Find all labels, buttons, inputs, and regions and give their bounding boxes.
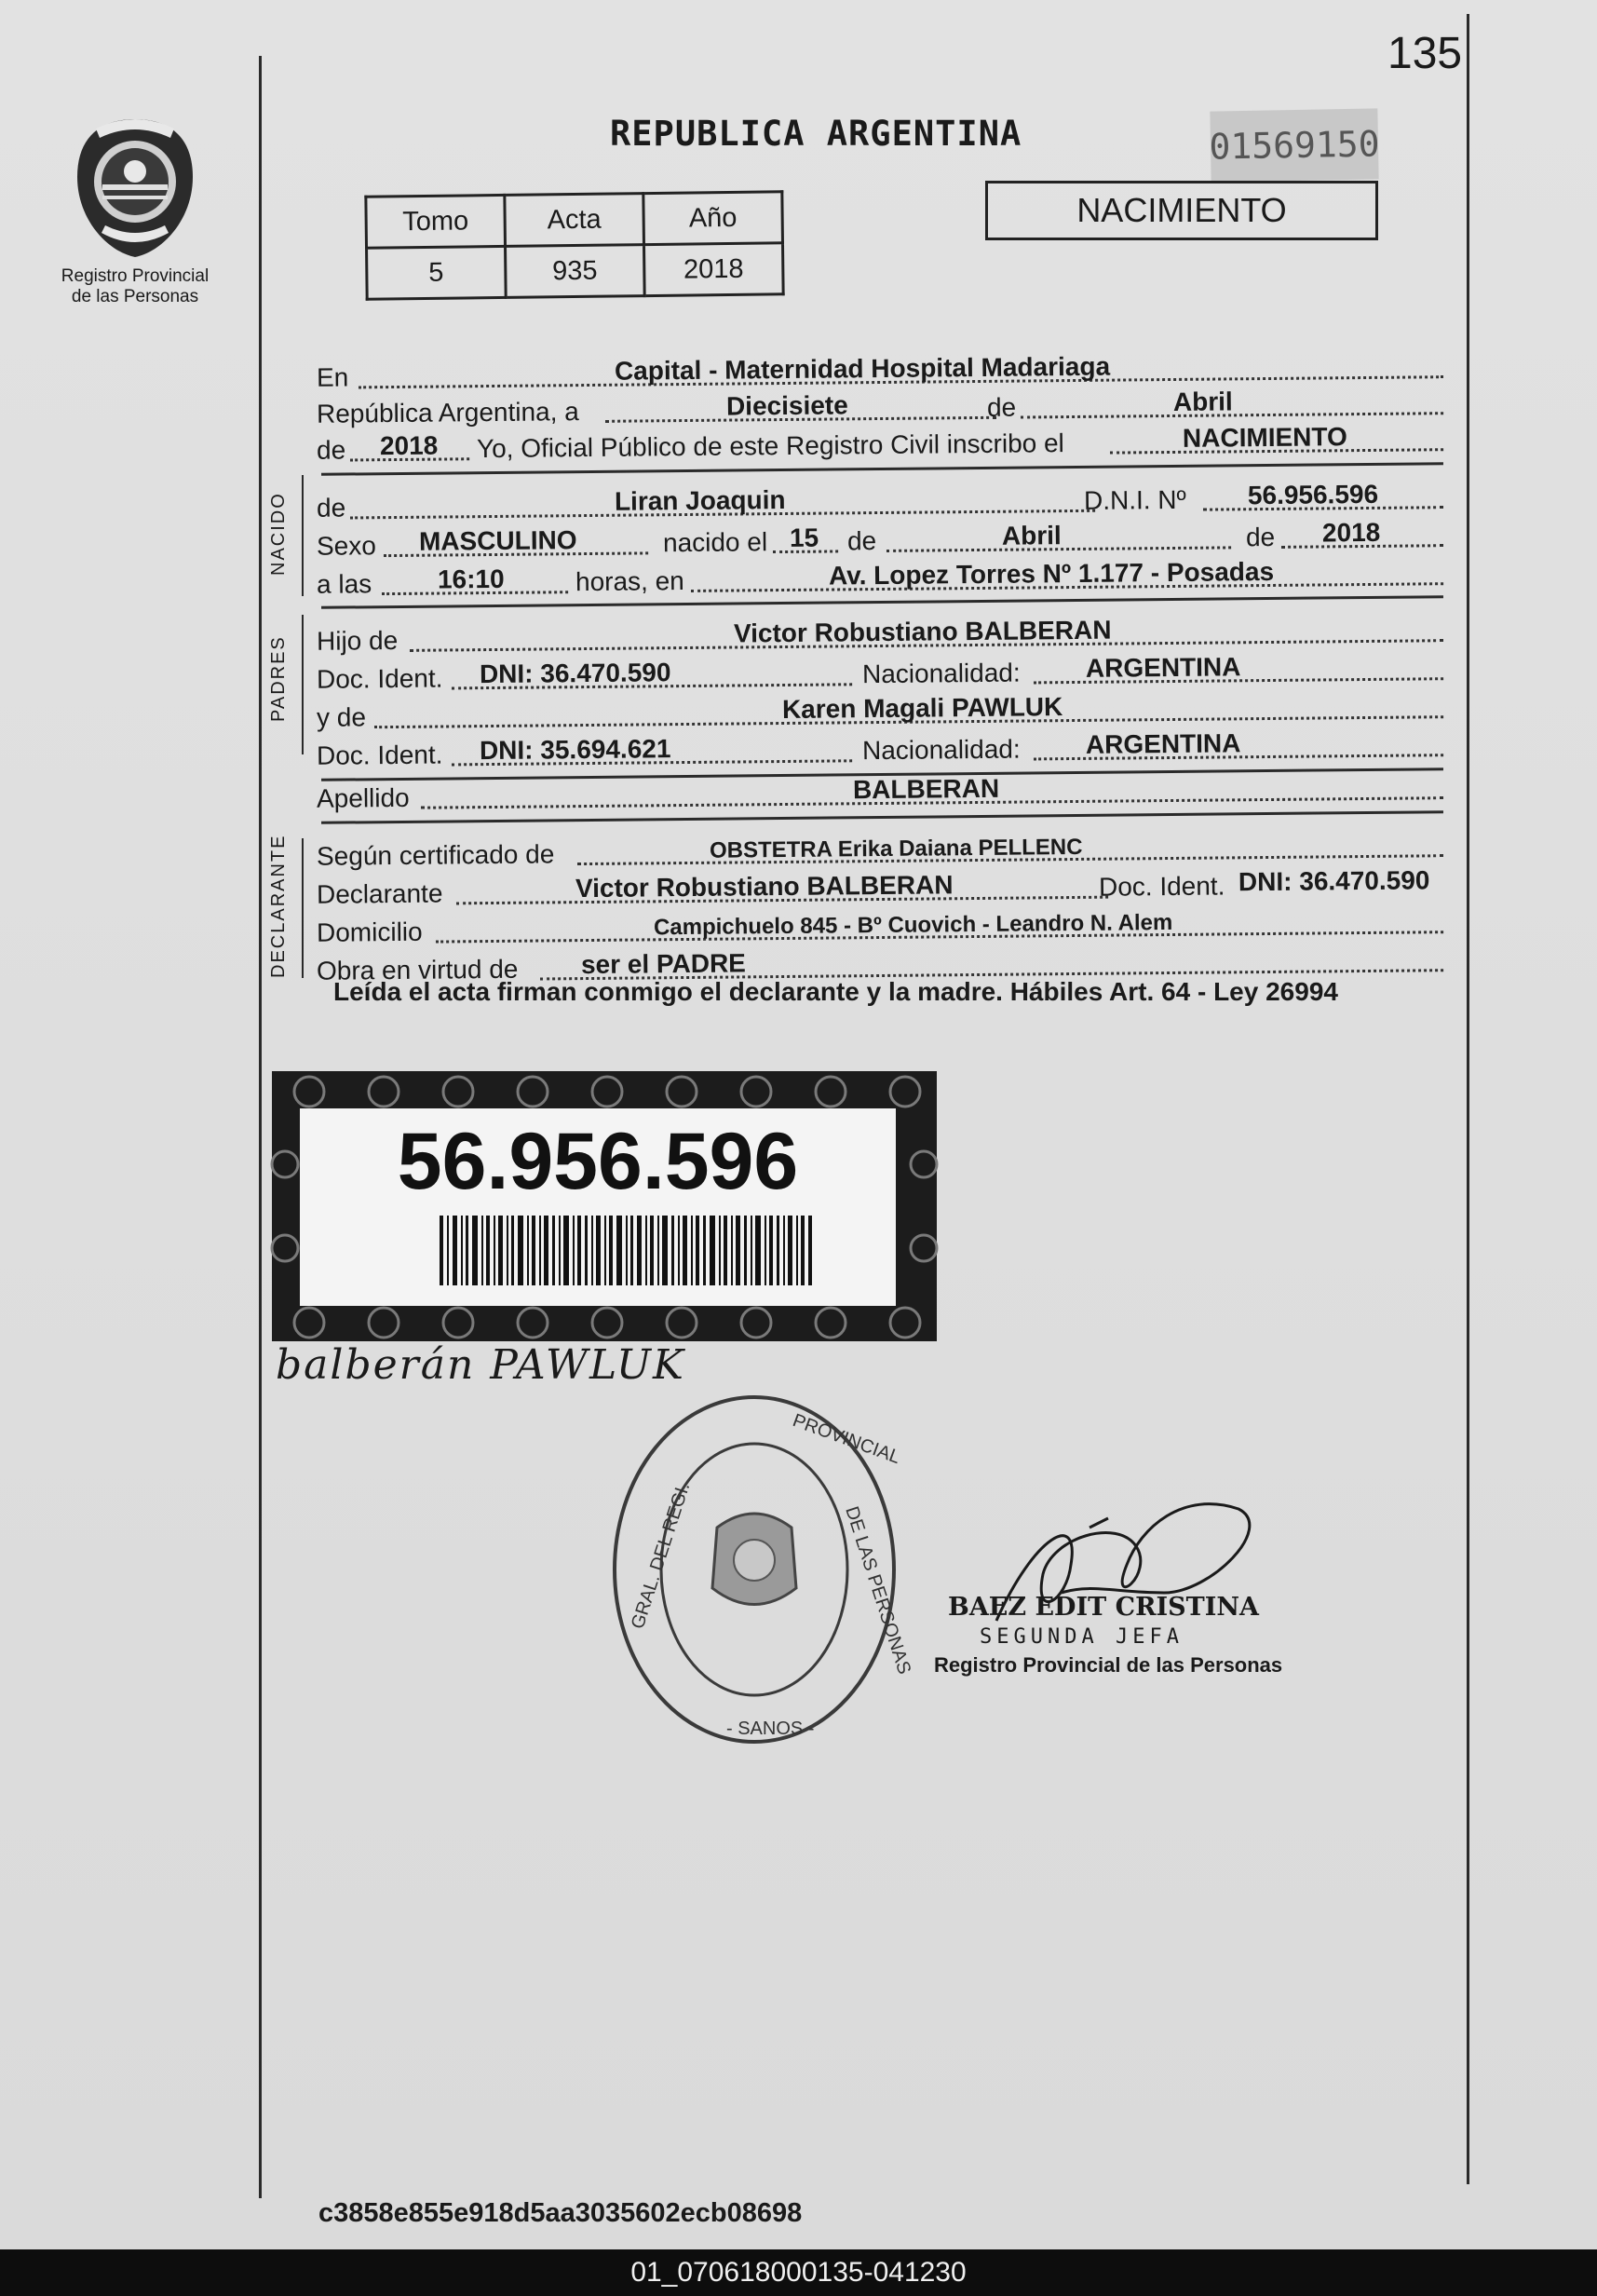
label-decl-doc-ident: Doc. Ident. <box>1098 871 1225 902</box>
label-y-de: y de <box>316 702 367 732</box>
label-de: de <box>846 526 877 556</box>
value-hora: 16:10 <box>437 564 505 594</box>
section-bar-declarante <box>302 838 304 978</box>
section-bar-padres <box>302 615 304 754</box>
label-domicilio: Domicilio <box>316 917 423 947</box>
value-nac-anio: 2018 <box>1321 517 1381 548</box>
value-padre-doc: DNI: 36.470.590 <box>479 658 671 689</box>
value-nombre: Liran Joaquin <box>614 484 786 516</box>
label-segun-certificado: Según certificado de <box>316 839 555 871</box>
value-apellido: BALBERAN <box>852 773 1000 805</box>
value-lugar-inscripcion: Capital - Maternidad Hospital Madariaga <box>614 351 1111 386</box>
value-tipo-inscripcion: NACIMIENTO <box>1182 422 1347 453</box>
label-republica: República Argentina, a <box>316 397 579 428</box>
value-nac-mes: Abril <box>1001 521 1062 550</box>
footer-bar <box>0 2249 1597 2296</box>
label-hijo-de: Hijo de <box>316 625 399 656</box>
value-certificado: OBSTETRA Erika Daiana PELLENC <box>709 834 1083 863</box>
tomo-acta-table <box>364 190 784 300</box>
value-domicilio: Campichuelo 845 - Bº Cuovich - Leandro N. Alem <box>653 909 1173 941</box>
value-padre: Victor Robustiano BALBERAN <box>733 615 1112 648</box>
label-de: de <box>316 435 346 465</box>
svg-text:- SANOS -: - SANOS - <box>726 1719 815 1739</box>
label-yo-oficial: Yo, Oficial Público de este Registro Civil inscribo el <box>476 428 1064 464</box>
field-row-apellido <box>317 768 1443 816</box>
label-de: de <box>1245 522 1276 552</box>
page-number: 135 <box>1387 29 1463 78</box>
value-sexo: MASCULINO <box>418 525 577 556</box>
label-de: de <box>986 392 1017 422</box>
svg-text:DE LAS PERSONAS: DE LAS PERSONAS <box>841 1503 915 1678</box>
serial-number-stamp: 01569150 <box>1210 108 1378 182</box>
left-margin-line <box>259 56 262 2198</box>
value-lugar-nacimiento: Av. Lopez Torres Nº 1.177 - Posadas <box>828 556 1275 591</box>
value-anio: 2018 <box>643 243 783 296</box>
section-bar-nacido <box>302 475 304 596</box>
svg-text:GRAL. DEL REGI.: GRAL. DEL REGI. <box>627 1480 695 1632</box>
document-title: REPUBLICA ARGENTINA <box>610 114 1022 154</box>
value-nac-dia: 15 <box>789 523 819 552</box>
value-acta: 935 <box>506 245 645 298</box>
value-tomo: 5 <box>367 246 507 299</box>
signatory-name: BAEZ EDIT CRISTINA <box>948 1593 1259 1622</box>
official-stamp-icon <box>605 1388 915 1751</box>
dni-sticker-number: 56.956.596 <box>397 1117 799 1206</box>
value-declarante: Victor Robustiano BALBERAN <box>575 870 954 903</box>
section-label-padres: PADRES <box>268 635 289 722</box>
closing-statement: Leída el acta firman conmigo el declarante y la madre. Hábiles Art. 64 - Ley 26994 <box>333 977 1338 1006</box>
right-margin-line <box>1467 14 1469 2184</box>
value-obra: ser el PADRE <box>580 948 747 980</box>
section-label-declarante: DECLARANTE <box>268 834 289 978</box>
footer-file-id: 01_070618000135-041230 <box>630 2257 967 2288</box>
label-apellido: Apellido <box>316 782 410 813</box>
label-en: En <box>316 362 349 392</box>
header-tomo: Tomo <box>366 195 506 248</box>
value-madre-doc: DNI: 35.694.621 <box>479 734 671 766</box>
barcode-icon <box>440 1216 812 1285</box>
label-nacido-el: nacido el <box>662 527 768 558</box>
value-dia: Diecisiete <box>725 390 848 421</box>
label-horas-en: horas, en <box>575 566 684 597</box>
label-a-las: a las <box>316 569 372 599</box>
label-obra-en-virtud: Obra en virtud de <box>316 954 519 985</box>
value-madre-nacionalidad: ARGENTINA <box>1085 728 1241 759</box>
value-madre: Karen Magali PAWLUK <box>781 692 1063 725</box>
label-doc-ident: Doc. Ident. <box>316 663 443 694</box>
registry-logo-text: Registro Provincial de las Personas <box>61 266 210 306</box>
document-hash: c3858e855e918d5aa3035602ecb08698 <box>318 2198 803 2228</box>
misiones-seal-icon <box>70 112 200 261</box>
signatory-role: SEGUNDA JEFA <box>980 1625 1184 1649</box>
section-label-nacido: NACIDO <box>268 492 289 576</box>
value-mes: Abril <box>1172 387 1233 416</box>
value-anio-inscripcion: 2018 <box>379 430 439 461</box>
label-dni: D.N.I. Nº <box>1083 484 1186 515</box>
registry-logo <box>56 112 214 307</box>
label-sexo: Sexo <box>316 531 377 561</box>
svg-text:PROVINCIAL: PROVINCIAL <box>790 1410 903 1469</box>
table-header-row <box>366 192 783 248</box>
certificate-type-box: NACIMIENTO <box>985 181 1378 240</box>
label-doc-ident: Doc. Ident. <box>316 740 443 770</box>
handwritten-names: balberán PAWLUK <box>276 1341 685 1389</box>
header-anio: Año <box>643 192 783 245</box>
value-decl-doc: DNI: 36.470.590 <box>1238 865 1430 897</box>
value-dni: 56.956.596 <box>1247 479 1379 510</box>
table-value-row <box>367 243 784 299</box>
label-declarante: Declarante <box>316 878 443 909</box>
label-nacionalidad: Nacionalidad: <box>861 734 1021 766</box>
header-acta: Acta <box>505 194 644 247</box>
signatory-organization: Registro Provincial de las Personas <box>934 1653 1283 1677</box>
value-padre-nacionalidad: ARGENTINA <box>1085 652 1241 683</box>
dni-sticker-panel <box>300 1108 896 1306</box>
label-nacionalidad: Nacionalidad: <box>861 658 1021 689</box>
label-de: de <box>316 493 346 523</box>
dni-sticker <box>272 1071 937 1341</box>
